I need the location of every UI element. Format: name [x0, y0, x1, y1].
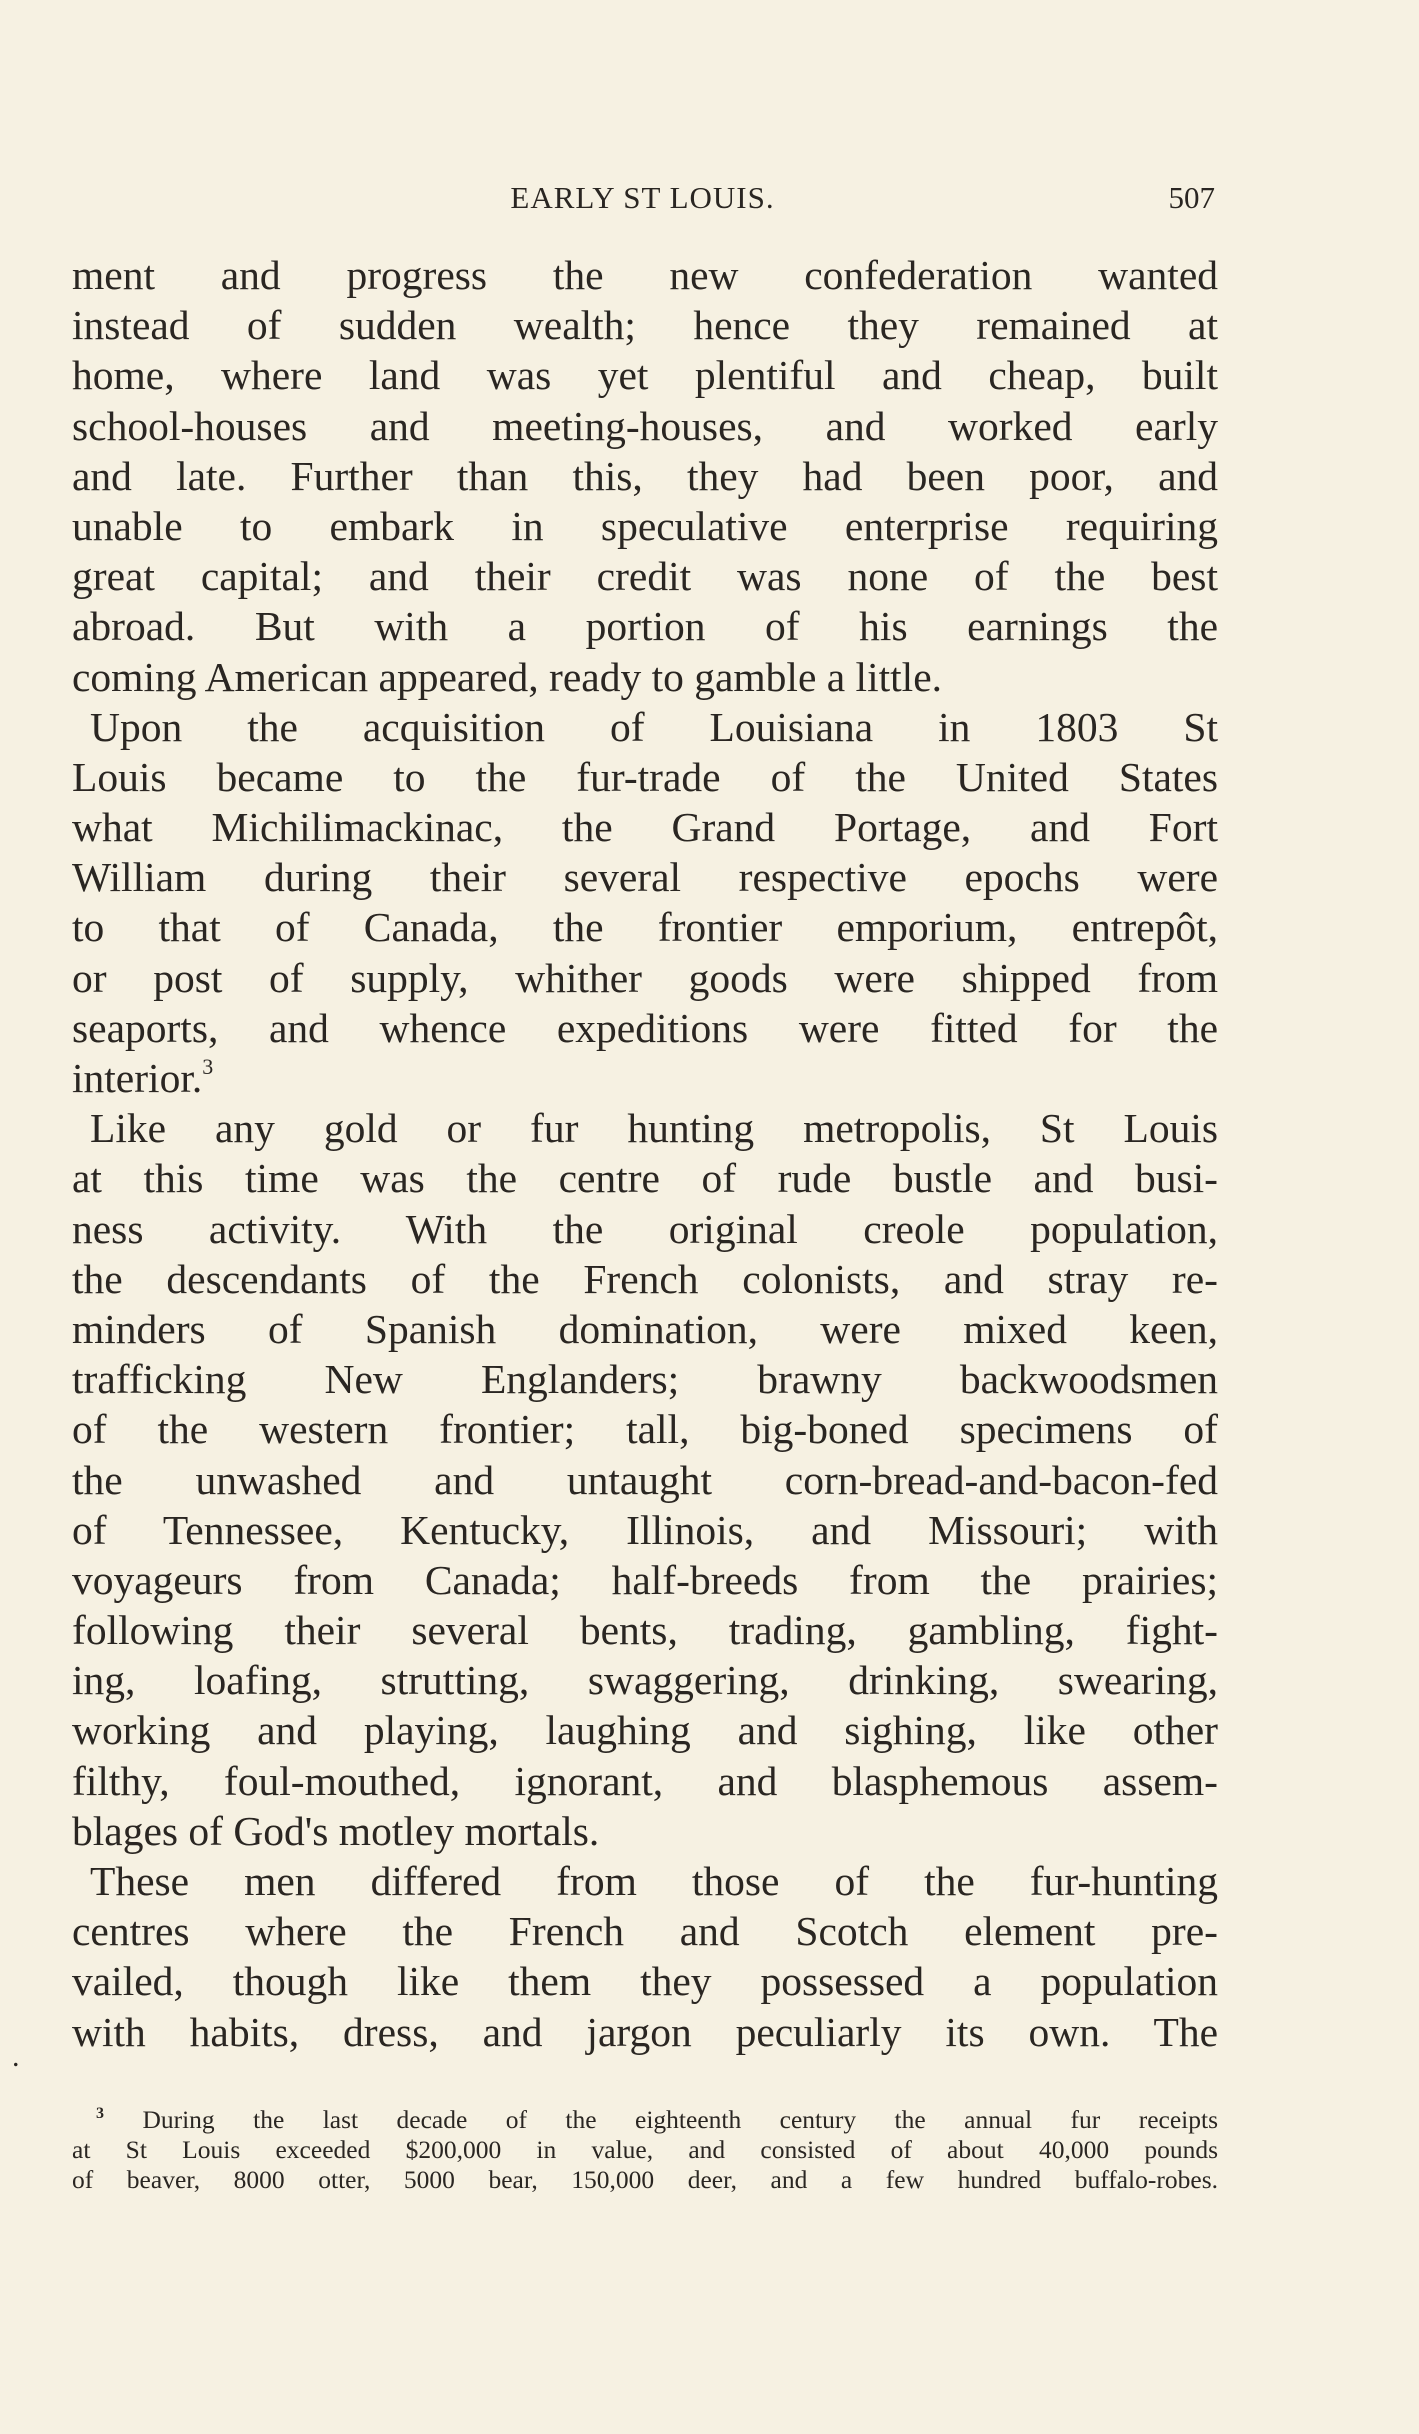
text-line: great capital; and their credit was none of the best [72, 553, 1218, 600]
text-line: of the western frontier; tall, big-boned specimens of [72, 1406, 1218, 1453]
text-line: what Michilimackinac, the Grand Portage, and Fort [72, 804, 1218, 851]
text-line: trafficking New Englanders; brawny backwoodsmen [72, 1356, 1218, 1403]
text-line: following their several bents, trading, gambling, fight- [72, 1607, 1218, 1654]
footnote-marker: 3 [96, 2105, 104, 2122]
text-line: of Tennessee, Kentucky, Illinois, and Missouri; with [72, 1506, 1218, 1553]
text-line: abroad. But with a portion of his earnings the [72, 603, 1218, 650]
text-line: with habits, dress, and jargon peculiarly its own. The [72, 2008, 1218, 2055]
text-line: unable to embark in speculative enterprise requiring [72, 502, 1218, 549]
text-line: coming American appeared, ready to gamble a little. [72, 653, 943, 700]
paragraph-start-line: Upon the acquisition of Louisiana in 1803 St [90, 703, 1218, 750]
text-line: to that of Canada, the frontier emporium, entrepôt, [72, 904, 1218, 951]
text-line: home, where land was yet plentiful and cheap, built [72, 352, 1218, 399]
text-line-with-footnote-ref [72, 1053, 1218, 1103]
text-line: Louis became to the fur-trade of the United States [72, 753, 1218, 800]
text-line: the descendants of the French colonists, and stray re- [72, 1255, 1218, 1302]
text-line: school-houses and meeting-houses, and worked early [72, 402, 1218, 449]
text-line: working and playing, laughing and sighing, like other [72, 1707, 1218, 1754]
text-line: vailed, though like them they possessed a population [72, 1958, 1218, 2005]
footnote [72, 2105, 1218, 2195]
text-line: or post of supply, whither goods were shipped from [72, 954, 1218, 1001]
footnote-line: of beaver, 8000 otter, 5000 bear, 150,000 deer, and a few hundred buffalo-robes. [72, 2165, 1218, 2194]
margin-mark: . [12, 2040, 20, 2073]
footnote-line [72, 2105, 1218, 2135]
text-line: minders of Spanish domination, were mixed keen, [72, 1305, 1218, 1352]
text-line: ing, loafing, strutting, swaggering, drinking, swearing, [72, 1657, 1218, 1704]
running-head [70, 180, 1215, 220]
text-line: blages of God's motley mortals. [72, 1807, 600, 1854]
text-line: ness activity. With the original creole population, [72, 1205, 1218, 1252]
footnote-line: at St Louis exceeded $200,000 in value, and consisted of about 40,000 pounds [72, 2135, 1218, 2164]
text-line: instead of sudden wealth; hence they remained at [72, 302, 1218, 349]
text-line: filthy, foul-mouthed, ignorant, and blasphemous assem- [72, 1757, 1218, 1804]
running-head-title: EARLY ST LOUIS. [510, 180, 775, 215]
body-text [72, 250, 1218, 2057]
text-line: ment and progress the new confederation wanted [72, 252, 1218, 298]
text-line: centres where the French and Scotch element pre- [72, 1908, 1218, 1955]
text-line-content: interior. [72, 1055, 203, 1101]
paragraph-start-line: These men differed from those of the fur-hunting [90, 1858, 1218, 1904]
text-line: at this time was the centre of rude bustle and busi- [72, 1155, 1218, 1202]
text-line: the unwashed and untaught corn-bread-and-bacon-fed [72, 1456, 1218, 1503]
page-number: 507 [1168, 180, 1215, 215]
footnote-reference: 3 [202, 1054, 214, 1079]
text-line: and late. Further than this, they had been poor, and [72, 452, 1218, 499]
text-line: voyageurs from Canada; half-breeds from the prairies; [72, 1556, 1218, 1603]
footnote-line-text: During the last decade of the eighteenth century the annual fur receipts [142, 2105, 1218, 2134]
text-line: seaports, and whence expeditions were fitted for the [72, 1004, 1218, 1051]
text-line: William during their several respective epochs were [72, 854, 1218, 901]
paragraph-start-line: Like any gold or fur hunting metropolis, St Louis [90, 1105, 1218, 1152]
